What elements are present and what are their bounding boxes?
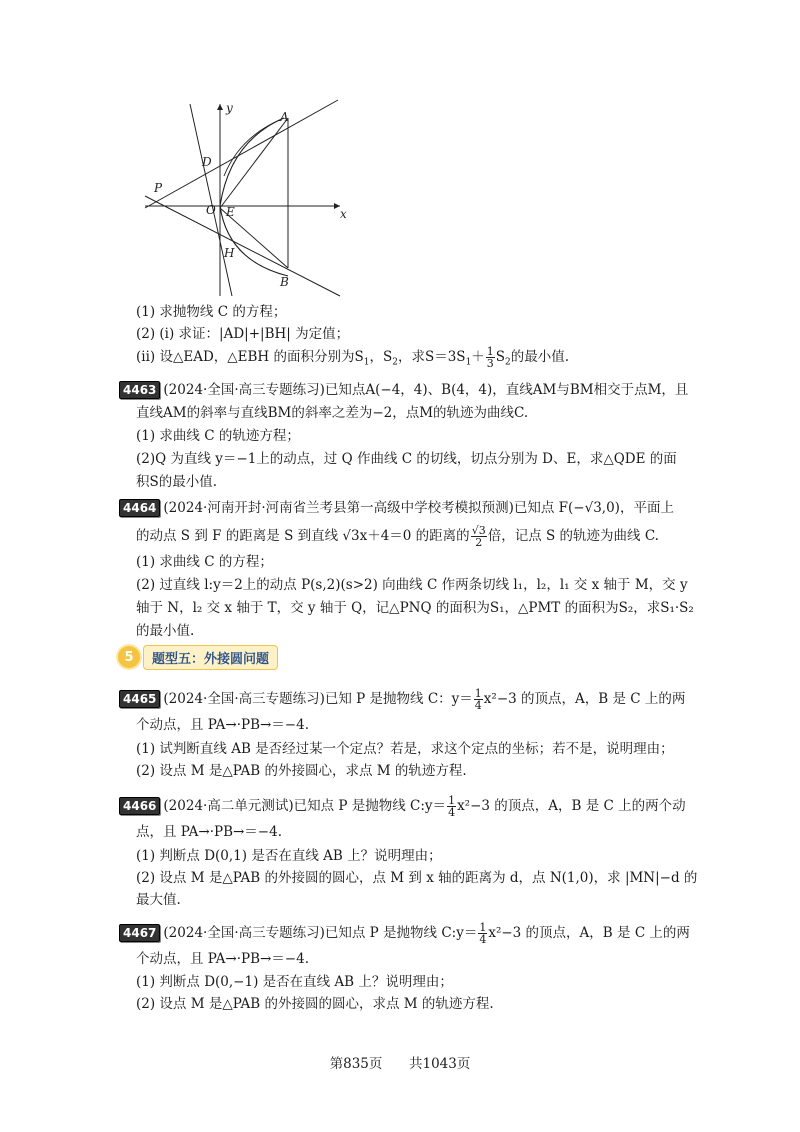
p4463-line4: (2)Q 为直线 y＝−1上的动点，过 Q 作曲线 C 的切线，切点分别为 D、E，求△QDE 的面: [136, 451, 677, 467]
label-e: E: [226, 205, 235, 219]
tangent-line-pa: [145, 100, 338, 208]
p4462-q3: (ii) 设△EAD，△EBH 的面积分别为$S_1$，$S_2$，求$S=3S_1+$ $\frac{1}{3}$ $S_2$的最小值.: [136, 345, 570, 370]
p4462-q1: (1) 求抛物线 C 的方程；: [136, 304, 287, 320]
p4466-line1: 4466 (2024·高二单元测试)已知点 P 是抛物线 C:y＝ $\frac{1}{4}$ x²−3 的顶点，A，B 是 C 上的两个动: [119, 795, 686, 818]
p4467-line4: (2) 设点 M 是△PAB 的外接圆的圆心，求点 M 的轨迹方程.: [136, 996, 494, 1012]
p4464-line1: 4464 (2024·河南开封·河南省兰考县第一高级中学校考模拟预测)已知点 F(−√3,0)，平面上: [119, 499, 674, 517]
tangent-line-pb: [145, 196, 340, 296]
fraction-one-quarter: $\frac{1}{4}$: [479, 921, 487, 946]
p4463-line1: 4463 (2024·全国·高三专题练习)已知点A(−4，4)、B(4，4)，直线AM与BM相交于点M，且: [119, 381, 688, 399]
problem-number-badge: 4465: [119, 690, 160, 708]
label-p: P: [154, 181, 163, 195]
page-number: 第835页: [329, 1056, 383, 1072]
p4465-line2: 个动点，且 PA→·PB→＝−4.: [136, 717, 309, 733]
label-x: x: [340, 207, 347, 221]
p4465-line4: (2) 设点 M 是△PAB 的外接圆心，求点 M 的轨迹方程.: [136, 763, 467, 779]
label-y: y: [226, 101, 233, 115]
p4463-line5: 积S的最小值.: [136, 474, 218, 490]
fraction-one-quarter: $\frac{1}{4}$: [448, 794, 456, 819]
label-o: O: [206, 203, 216, 217]
fraction-one-quarter: $\frac{1}{4}$: [474, 687, 482, 712]
problem-number-badge: 4464: [119, 499, 160, 517]
p4462-q2: (2) (i) 求证：|AD|+|BH| 为定值；: [136, 326, 350, 342]
parabola-diagram: [140, 96, 362, 302]
fraction-sqrt3-over-2: $\frac{√3}{2}$: [471, 524, 486, 549]
p4466-line4: (2) 设点 M 是△PAB 的外接圆的圆心，点 M 到 x 轴的距离为 d，点 N(1,0)，求 |MN|−d 的: [136, 870, 698, 886]
page-total: 共1043页: [409, 1056, 471, 1072]
label-d: D: [202, 155, 212, 169]
p4463-line2: 直线AM的斜率与直线BM的斜率之差为−2，点M的轨迹为曲线C.: [136, 405, 529, 421]
problem-number-badge: 4463: [119, 381, 160, 399]
p4464-line3: (1) 求曲线 C 的方程；: [136, 554, 273, 570]
fraction-one-third: $\frac{1}{3}$: [486, 345, 494, 370]
p4467-line2: 个动点，且 PA→·PB→＝−4.: [136, 951, 309, 967]
section-number-icon: 5: [118, 646, 140, 668]
p4466-line3: (1) 判断点 D(0,1) 是否在直线 AB 上？说明理由；: [136, 848, 442, 864]
p4464-line2: 的动点 S 到 F 的距离是 S 到直线 √3x＋4＝0 的距离的 $\frac{√3}{2}$ 倍，记点 S 的轨迹为曲线 C.: [136, 524, 659, 549]
p4464-line6: 的最小值.: [136, 623, 195, 639]
section-header: [118, 644, 278, 670]
label-a: A: [280, 110, 289, 124]
section-title: 题型五：外接圆问题: [143, 645, 278, 670]
p4467-line3: (1) 判断点 D(0,−1) 是否在直线 AB 上？说明理由；: [136, 974, 453, 990]
p4465-line3: (1) 试判断直线 AB 是否经过某一个定点？若是，求这个定点的坐标；若不是，说明理由；: [136, 741, 674, 757]
problem-number-badge: 4466: [119, 797, 160, 815]
p4466-line5: 最大值.: [136, 892, 181, 908]
p4465-line1: 4465 (2024·全国·高三专题练习)已知 P 是抛物线 C：y＝ $\frac{1}{4}$ x²−3 的顶点，A，B 是 C 上的两: [119, 688, 685, 711]
p4466-line2: 点，且 PA→·PB→＝−4.: [136, 824, 282, 840]
parabola-figure: [140, 96, 362, 302]
label-h: H: [224, 246, 235, 260]
page-footer: [0, 1052, 800, 1072]
p4464-line5: 轴于 N，l₂ 交 x 轴于 T，交 y 轴于 Q，记△PNQ 的面积为S₁，△PMT 的面积为S₂，求S₁·S₂: [136, 600, 694, 616]
p4463-line3: (1) 求曲线 C 的轨迹方程；: [136, 428, 300, 444]
label-b: B: [280, 275, 289, 289]
problem-number-badge: 4467: [119, 924, 160, 942]
p4467-line1: 4467 (2024·全国·高三专题练习)已知点 P 是抛物线 C:y＝ $\frac{1}{4}$ x²−3 的顶点，A，B 是 C 上的两: [119, 922, 690, 945]
p4464-line4: (2) 过直线 l:y＝2上的动点 P(s,2)(s>2) 向曲线 C 作两条切线 l₁，l₂，l₁ 交 x 轴于 M，交 y: [136, 577, 688, 593]
